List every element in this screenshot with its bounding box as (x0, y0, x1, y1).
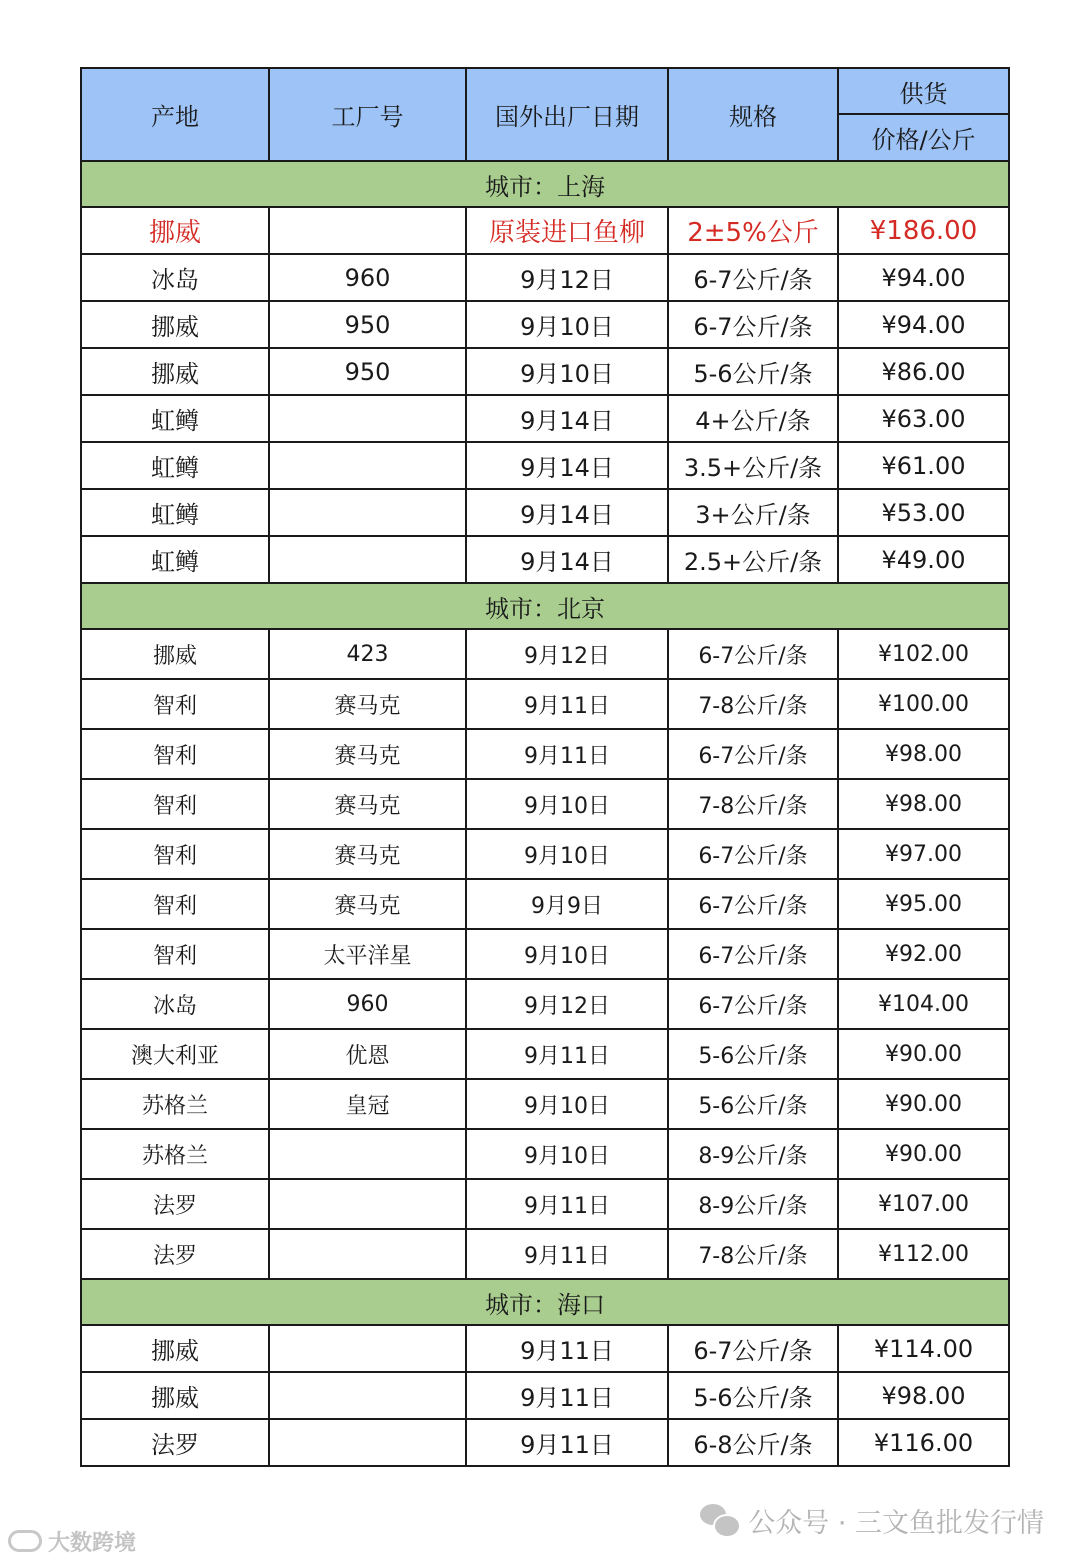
cell-price: ¥98.00 (838, 779, 1009, 829)
table-row (81, 348, 1009, 395)
cell-origin: 挪威 (81, 348, 269, 395)
brand-watermark (8, 1524, 136, 1558)
cell-date: 9月14日 (466, 536, 668, 583)
cell-price: ¥104.00 (838, 979, 1009, 1029)
cell-origin: 法罗 (81, 1229, 269, 1279)
cell-origin: 虹鳟 (81, 536, 269, 583)
table-row (81, 489, 1009, 536)
cell-spec: 6-7公斤/条 (668, 629, 838, 679)
table-row (81, 1419, 1009, 1466)
table-row (81, 395, 1009, 442)
cell-factory (269, 1419, 466, 1466)
cell-date: 9月9日 (466, 879, 668, 929)
cell-origin: 法罗 (81, 1179, 269, 1229)
cell-price: ¥107.00 (838, 1179, 1009, 1229)
cell-date: 9月14日 (466, 395, 668, 442)
cell-spec: 6-7公斤/条 (668, 254, 838, 301)
header-spec: 规格 (668, 68, 838, 161)
cell-factory: 赛马克 (269, 679, 466, 729)
cell-factory: 423 (269, 629, 466, 679)
cell-spec: 6-7公斤/条 (668, 301, 838, 348)
cell-origin: 智利 (81, 779, 269, 829)
cell-date: 9月10日 (466, 779, 668, 829)
cell-origin: 挪威 (81, 629, 269, 679)
cell-spec: 6-7公斤/条 (668, 729, 838, 779)
cell-date: 9月10日 (466, 829, 668, 879)
city-header-row (81, 583, 1009, 629)
table-row (81, 829, 1009, 879)
cell-spec: 6-8公斤/条 (668, 1419, 838, 1466)
cell-spec: 8-9公斤/条 (668, 1179, 838, 1229)
cell-price: ¥116.00 (838, 1419, 1009, 1466)
cell-factory: 赛马克 (269, 829, 466, 879)
cell-date: 9月10日 (466, 301, 668, 348)
table-row (81, 1079, 1009, 1129)
cell-factory (269, 207, 466, 254)
cell-origin: 挪威 (81, 1325, 269, 1372)
table-row (81, 1229, 1009, 1279)
cell-date: 9月11日 (466, 1179, 668, 1229)
cell-origin: 智利 (81, 929, 269, 979)
city-header-row (81, 161, 1009, 207)
city-header-row (81, 1279, 1009, 1325)
cell-origin: 智利 (81, 679, 269, 729)
cell-origin: 智利 (81, 829, 269, 879)
cell-factory (269, 1229, 466, 1279)
cell-spec: 3+公斤/条 (668, 489, 838, 536)
cell-factory: 太平洋星 (269, 929, 466, 979)
cell-origin: 虹鳟 (81, 489, 269, 536)
table-row (81, 879, 1009, 929)
cell-spec: 5-6公斤/条 (668, 1029, 838, 1079)
cell-factory: 950 (269, 348, 466, 395)
cell-date: 9月11日 (466, 1325, 668, 1372)
cell-price: ¥102.00 (838, 629, 1009, 679)
table-row (81, 629, 1009, 679)
cell-price: ¥112.00 (838, 1229, 1009, 1279)
cell-factory: 赛马克 (269, 879, 466, 929)
cell-price: ¥90.00 (838, 1029, 1009, 1079)
table-row (81, 301, 1009, 348)
table-row (81, 207, 1009, 254)
cell-factory (269, 1129, 466, 1179)
table-row (81, 442, 1009, 489)
cell-spec: 6-7公斤/条 (668, 1325, 838, 1372)
cell-origin: 挪威 (81, 301, 269, 348)
cell-spec: 6-7公斤/条 (668, 879, 838, 929)
table-row (81, 1325, 1009, 1372)
table-row (81, 1129, 1009, 1179)
brand-text: 大数跨境 (48, 1530, 137, 1556)
cell-spec: 6-7公斤/条 (668, 979, 838, 1029)
cell-origin: 智利 (81, 729, 269, 779)
cell-spec: 6-7公斤/条 (668, 829, 838, 879)
header-origin: 产地 (81, 68, 269, 161)
watermark-text: 公众号 · 三文鱼批发行情 (748, 1507, 1044, 1539)
table-row (81, 254, 1009, 301)
cell-spec: 7-8公斤/条 (668, 1229, 838, 1279)
cell-price: ¥53.00 (838, 489, 1009, 536)
cell-price: ¥98.00 (838, 729, 1009, 779)
cell-price: ¥94.00 (838, 301, 1009, 348)
wechat-icon (700, 1504, 738, 1536)
cell-factory (269, 1325, 466, 1372)
table-row (81, 779, 1009, 829)
cell-factory: 皇冠 (269, 1079, 466, 1129)
cell-factory: 优恩 (269, 1029, 466, 1079)
cell-price: ¥95.00 (838, 879, 1009, 929)
cell-spec: 7-8公斤/条 (668, 779, 838, 829)
cell-factory (269, 1372, 466, 1419)
cell-factory: 960 (269, 254, 466, 301)
cell-price: ¥94.00 (838, 254, 1009, 301)
cell-factory: 960 (269, 979, 466, 1029)
cell-price: ¥63.00 (838, 395, 1009, 442)
city-label: 城市：上海 (81, 161, 1009, 207)
cell-date: 9月14日 (466, 489, 668, 536)
table-row (81, 1372, 1009, 1419)
cell-date: 9月11日 (466, 1372, 668, 1419)
cell-price: ¥90.00 (838, 1129, 1009, 1179)
cell-date: 9月12日 (466, 254, 668, 301)
city-label: 城市：海口 (81, 1279, 1009, 1325)
cell-date: 9月11日 (466, 679, 668, 729)
cell-price: ¥97.00 (838, 829, 1009, 879)
cell-factory (269, 536, 466, 583)
table-header (81, 68, 1009, 161)
table-row (81, 1179, 1009, 1229)
cell-price: ¥114.00 (838, 1325, 1009, 1372)
cell-origin: 苏格兰 (81, 1129, 269, 1179)
cell-origin: 法罗 (81, 1419, 269, 1466)
cell-date: 9月11日 (466, 1229, 668, 1279)
cell-date: 9月10日 (466, 1079, 668, 1129)
cell-price: ¥90.00 (838, 1079, 1009, 1129)
cell-price: ¥92.00 (838, 929, 1009, 979)
cell-origin: 挪威 (81, 207, 269, 254)
cell-spec: 4+公斤/条 (668, 395, 838, 442)
cell-spec: 8-9公斤/条 (668, 1129, 838, 1179)
table-row (81, 679, 1009, 729)
cell-spec: 3.5+公斤/条 (668, 442, 838, 489)
cell-spec: 5-6公斤/条 (668, 1079, 838, 1129)
cell-factory (269, 395, 466, 442)
cell-price: ¥61.00 (838, 442, 1009, 489)
cell-origin: 虹鳟 (81, 442, 269, 489)
cell-origin: 苏格兰 (81, 1079, 269, 1129)
cell-origin: 虹鳟 (81, 395, 269, 442)
cell-origin: 冰岛 (81, 254, 269, 301)
table-row (81, 929, 1009, 979)
table-body (81, 161, 1009, 1466)
cell-date: 9月11日 (466, 729, 668, 779)
table-row (81, 979, 1009, 1029)
cell-origin: 冰岛 (81, 979, 269, 1029)
cell-factory (269, 489, 466, 536)
cell-date: 9月11日 (466, 1029, 668, 1079)
header-price: 价格/公斤 (838, 114, 1009, 161)
brand-logo-icon (8, 1530, 42, 1552)
table-row (81, 536, 1009, 583)
cell-price: ¥86.00 (838, 348, 1009, 395)
cell-date: 9月10日 (466, 929, 668, 979)
cell-date: 9月10日 (466, 348, 668, 395)
cell-date: 9月14日 (466, 442, 668, 489)
cell-date: 9月10日 (466, 1129, 668, 1179)
cell-spec: 5-6公斤/条 (668, 348, 838, 395)
watermark (700, 1500, 1044, 1540)
cell-price: ¥186.00 (838, 207, 1009, 254)
cell-factory (269, 442, 466, 489)
cell-price: ¥100.00 (838, 679, 1009, 729)
cell-origin: 挪威 (81, 1372, 269, 1419)
header-date: 国外出厂日期 (466, 68, 668, 161)
cell-factory (269, 1179, 466, 1229)
header-supply: 供货 (838, 68, 1009, 114)
cell-price: ¥98.00 (838, 1372, 1009, 1419)
cell-factory: 赛马克 (269, 779, 466, 829)
cell-spec: 5-6公斤/条 (668, 1372, 838, 1419)
cell-date: 原装进口鱼柳 (466, 207, 668, 254)
table-row (81, 729, 1009, 779)
cell-origin: 澳大利亚 (81, 1029, 269, 1079)
cell-spec: 6-7公斤/条 (668, 929, 838, 979)
cell-date: 9月12日 (466, 629, 668, 679)
city-label: 城市：北京 (81, 583, 1009, 629)
cell-price: ¥49.00 (838, 536, 1009, 583)
cell-date: 9月12日 (466, 979, 668, 1029)
header-factory: 工厂号 (269, 68, 466, 161)
cell-spec: 2.5+公斤/条 (668, 536, 838, 583)
cell-origin: 智利 (81, 879, 269, 929)
cell-date: 9月11日 (466, 1419, 668, 1466)
cell-factory: 赛马克 (269, 729, 466, 779)
cell-spec: 2±5%公斤 (668, 207, 838, 254)
price-table (80, 67, 1010, 1467)
table-row (81, 1029, 1009, 1079)
cell-factory: 950 (269, 301, 466, 348)
cell-spec: 7-8公斤/条 (668, 679, 838, 729)
